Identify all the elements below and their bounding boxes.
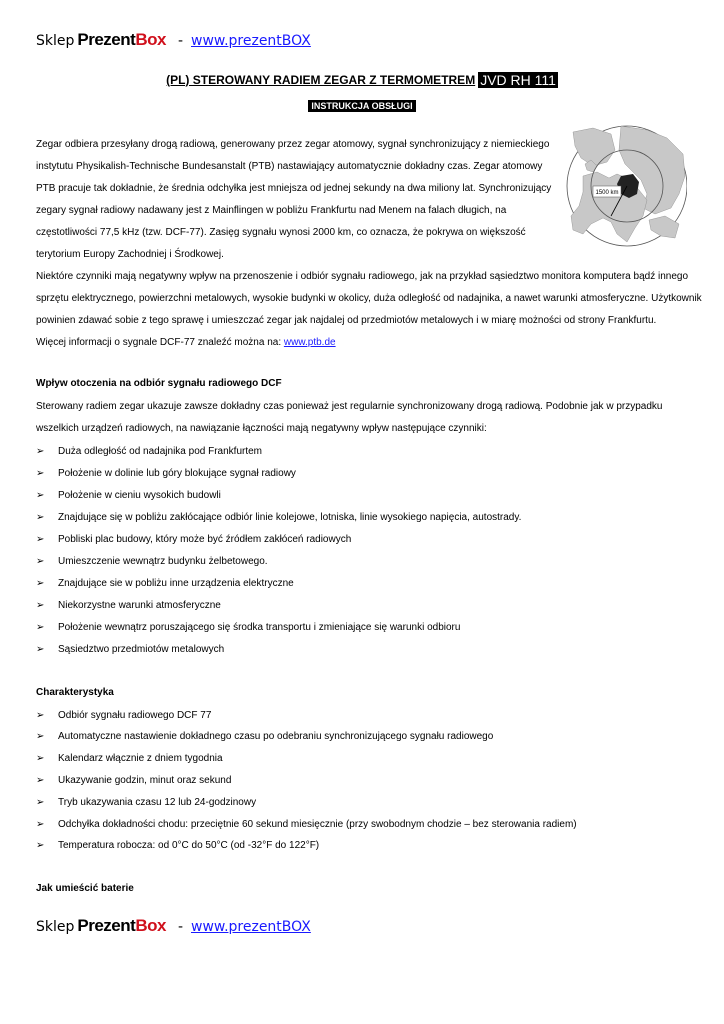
arrow-bullet-icon: ➢ xyxy=(36,775,45,786)
list-item: ➢ Kalendarz włącznie z dniem tygodnia xyxy=(36,753,223,764)
more-info-line: Więcej informacji o sygnale DCF-77 znaleźć można na: www.ptb.de xyxy=(36,337,336,348)
arrow-bullet-icon: ➢ xyxy=(36,512,45,523)
section1-line: Sterowany radiem zegar ukazuje zawsze dokładny czas ponieważ jest regularnie synchronizowany drogą radiową. Podobnie jak w przypadku xyxy=(36,401,663,412)
intro-line: instytutu Physikalish-Technische Bundesanstalt (PTB) nastawiający automatycznie dokładny czas. Zegar atomowy xyxy=(36,161,543,172)
page-subtitle: INSTRUKCJA OBSŁUGI xyxy=(308,100,415,112)
arrow-bullet-icon: ➢ xyxy=(36,622,45,633)
separator-dash: - xyxy=(177,33,183,49)
list-item: ➢ Położenie w dolinie lub góry blokujące sygnał radiowy xyxy=(36,468,296,479)
list-item: ➢ Sąsiedztwo przedmiotów metalowych xyxy=(36,644,225,655)
arrow-bullet-icon: ➢ xyxy=(36,753,45,764)
separator-dash: - xyxy=(177,919,183,935)
section1-paragraph xyxy=(36,396,662,440)
footer-brand xyxy=(36,916,311,942)
shop-label: Sklep xyxy=(36,33,75,49)
arrow-bullet-icon: ➢ xyxy=(36,556,45,567)
list-item: ➢ Umieszczenie wewnątrz budynku żelbetowego. xyxy=(36,556,268,567)
list-item: ➢ Tryb ukazywania czasu 12 lub 24-godzinowy xyxy=(36,797,257,808)
intro-line: terytorium Europy Zachodniej i Środkowej. xyxy=(36,249,224,260)
list-item: ➢ Położenie wewnątrz poruszającego się środka transportu i zmieniające się warunki odbioru xyxy=(36,622,461,633)
arrow-bullet-icon: ➢ xyxy=(36,468,45,479)
shop-label: Sklep xyxy=(36,919,75,935)
intro-line: sprzętu elektrycznego, powierzchni metalowych, wysokie budynki w okolicy, duża odległość od nadajnika, a nawet warunki atmosferyczne. Użytkownik xyxy=(36,293,702,304)
arrow-bullet-icon: ➢ xyxy=(36,578,45,589)
intro-paragraph xyxy=(36,134,702,354)
section1-line: wszelkich urządzeń radiowych, na nawiązanie łączności mają negatywny wpływ następujące czynniki: xyxy=(36,423,487,434)
section-heading-batteries: Jak umieścić baterie xyxy=(36,883,134,894)
arrow-bullet-icon: ➢ xyxy=(36,490,45,501)
list-item: ➢ Odchyłka dokładności chodu: przeciętnie 60 sekund miesięcznie (przy swobodnym chodzie – bez sterowania radiem) xyxy=(36,819,577,830)
prezentbox-logo: PrezentBox xyxy=(77,30,166,49)
intro-line: częstotliwości 77,5 kHz (tzw. DCF-77). Zasięg sygnału wynosi 2000 km, co oznacza, że pokrywa on większość xyxy=(36,227,526,238)
arrow-bullet-icon: ➢ xyxy=(36,731,45,742)
section-heading-environment: Wpływ otoczenia na odbiór sygnału radiowego DCF xyxy=(36,378,282,389)
intro-line: PTB pracuje tak dokładnie, że średnia odchyłka jest mniejsza od jednej sekundy na dwa miliony lat. Synchronizujący xyxy=(36,183,552,194)
list-item: ➢ Ukazywanie godzin, minut oraz sekund xyxy=(36,775,232,786)
list-item: ➢ Położenie w cieniu wysokich budowli xyxy=(36,490,221,501)
intro-line: Niektóre czynniki mają negatywny wpływ na przenoszenie i odbiór sygnału radiowego, jak na przykład sąsiedztwo monitora komputera bądź innego xyxy=(36,271,689,282)
model-badge: JVD RH 111 xyxy=(480,71,556,88)
header-shop-link[interactable]: www.prezentBOX xyxy=(191,33,311,49)
list-item: ➢ Odbiór sygnału radiowego DCF 77 xyxy=(36,710,212,721)
page-title: (PL) STEROWANY RADIEM ZEGAR Z TERMOMETREM xyxy=(166,72,476,87)
intro-line: zegary sygnał radiowy nadawany jest z Mainflingen w pobliżu Frankfurtu nad Menem na falach długich, na xyxy=(36,205,507,216)
arrow-bullet-icon: ➢ xyxy=(36,600,45,611)
section-heading-features: Charakterystyka xyxy=(36,687,114,698)
arrow-bullet-icon: ➢ xyxy=(36,797,45,808)
arrow-bullet-icon: ➢ xyxy=(36,840,45,851)
arrow-bullet-icon: ➢ xyxy=(36,446,45,457)
arrow-bullet-icon: ➢ xyxy=(36,710,45,721)
list-item: ➢ Temperatura robocza: od 0°C do 50°C (od -32°F do 122°F) xyxy=(36,840,320,851)
prezentbox-logo: PrezentBox xyxy=(77,916,166,935)
list-item: ➢ Pobliski plac budowy, który może być źródłem zakłóceń radiowych xyxy=(36,534,352,545)
arrow-bullet-icon: ➢ xyxy=(36,819,45,830)
list-item: ➢ Automatyczne nastawienie dokładnego czasu po odebraniu synchronizującego sygnału radiowego xyxy=(36,731,494,742)
map-distance-label: 1500 km xyxy=(595,190,619,196)
arrow-bullet-icon: ➢ xyxy=(36,534,45,545)
list-item: ➢ Znajdujące się w pobliżu zakłócające odbiór linie kolejowe, lotniska, linie wysokiego napięcia, autostrady. xyxy=(36,512,522,523)
list-item: ➢ Duża odległość od nadajnika pod Frankfurtem xyxy=(36,446,263,457)
list-item: ➢ Niekorzystne warunki atmosferyczne xyxy=(36,600,221,611)
arrow-bullet-icon: ➢ xyxy=(36,644,45,655)
intro-line: Zegar odbiera przesyłany drogą radiową, generowany przez zegar atomowy, sygnał synchronizujący z niemieckiego xyxy=(36,139,550,150)
title-row xyxy=(0,71,724,89)
header-brand xyxy=(36,30,311,56)
footer-shop-link[interactable]: www.prezentBOX xyxy=(191,919,311,935)
intro-line: powinien zdawać sobie z tego sprawę i umieszczać zegar jak najdalej od przedmiotów metalowych i w miarę możności od strony Frankfurtu. xyxy=(36,315,657,326)
ptb-link[interactable]: www.ptb.de xyxy=(283,337,336,348)
subtitle-row xyxy=(0,96,724,114)
list-item: ➢ Znajdujące sie w pobliżu inne urządzenia elektryczne xyxy=(36,578,294,589)
